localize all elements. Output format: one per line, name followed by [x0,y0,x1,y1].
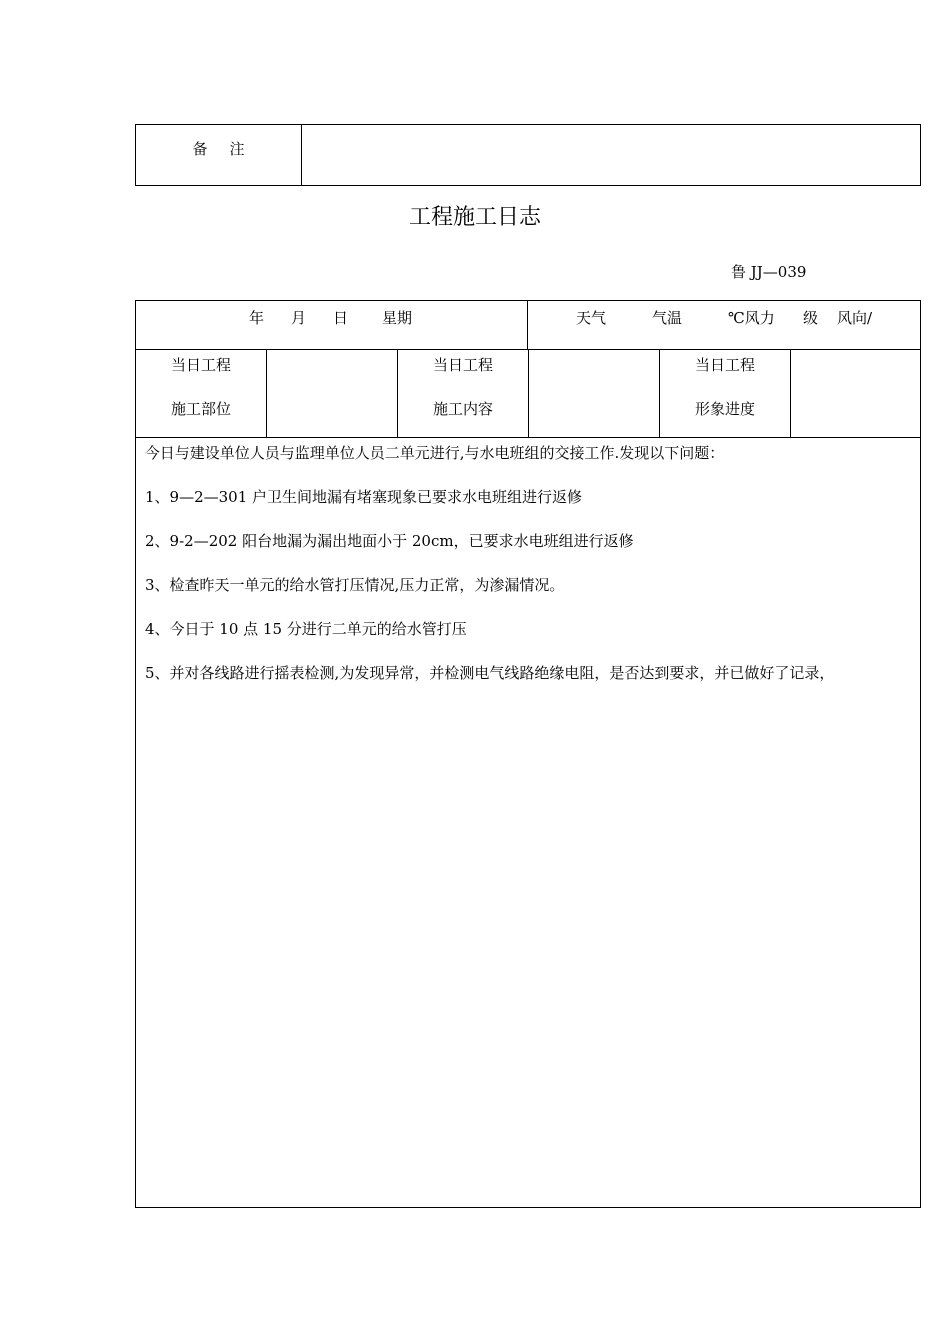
weekday-label: 星期 [382,309,413,327]
log-item: 2、9-2—202 阳台地漏为漏出地面小于 20cm，已要求水电班组进行返修 [145,532,634,550]
log-intro: 今日与建设单位人员与监理单位人员二单元进行,与水电班组的交接工作.发现以下问题： [140,444,725,462]
log-item: 5、并对各线路进行摇表检测,为发现异常，并检测电气线路绝缘电阻，是否达到要求，并已做好了记录， [145,664,835,682]
info-label-line2: 施工内容 [432,400,493,418]
site-location-value [267,350,398,437]
month-label: 月 [291,309,307,327]
log-item: 3、检查昨天一单元的给水管打压情况,压力正常，为渗漏情况。 [145,576,565,594]
wind-direction-label: 风向/ [837,309,873,327]
info-label-line2: 形象进度 [694,400,755,418]
year-label: 年 [249,309,265,327]
weather-label: 天气 [576,309,607,327]
work-content-label [398,350,529,437]
info-label-line2: 施工部位 [170,400,231,418]
date-cell [136,301,528,349]
log-content [136,438,920,1207]
day-label: 日 [333,309,349,327]
wind-level-label: 级 [803,309,819,327]
log-item: 1、9—2—301 户卫生间地漏有堵塞现象已要求水电班组进行返修 [145,488,583,506]
header-row [136,301,920,350]
log-item: 4、今日于 10 点 15 分进行二单元的给水管打压 [145,620,467,638]
weather-cell [528,301,920,349]
info-label-line1: 当日工程 [170,356,231,374]
document-title: 工程施工日志 [408,205,541,230]
info-row [136,350,920,438]
info-label-line1: 当日工程 [694,356,755,374]
wind-label: ℃风力 [728,309,775,327]
work-content-value [529,350,660,437]
site-location-label [136,350,267,437]
document-code: 鲁 JJ—039 [731,263,807,281]
info-label-line1: 当日工程 [432,356,493,374]
progress-label [660,350,791,437]
construction-log-table [135,300,921,1208]
temperature-label: 气温 [652,309,683,327]
remark-table [135,124,921,186]
progress-value [791,350,920,437]
remark-label: 备注 [136,125,302,185]
